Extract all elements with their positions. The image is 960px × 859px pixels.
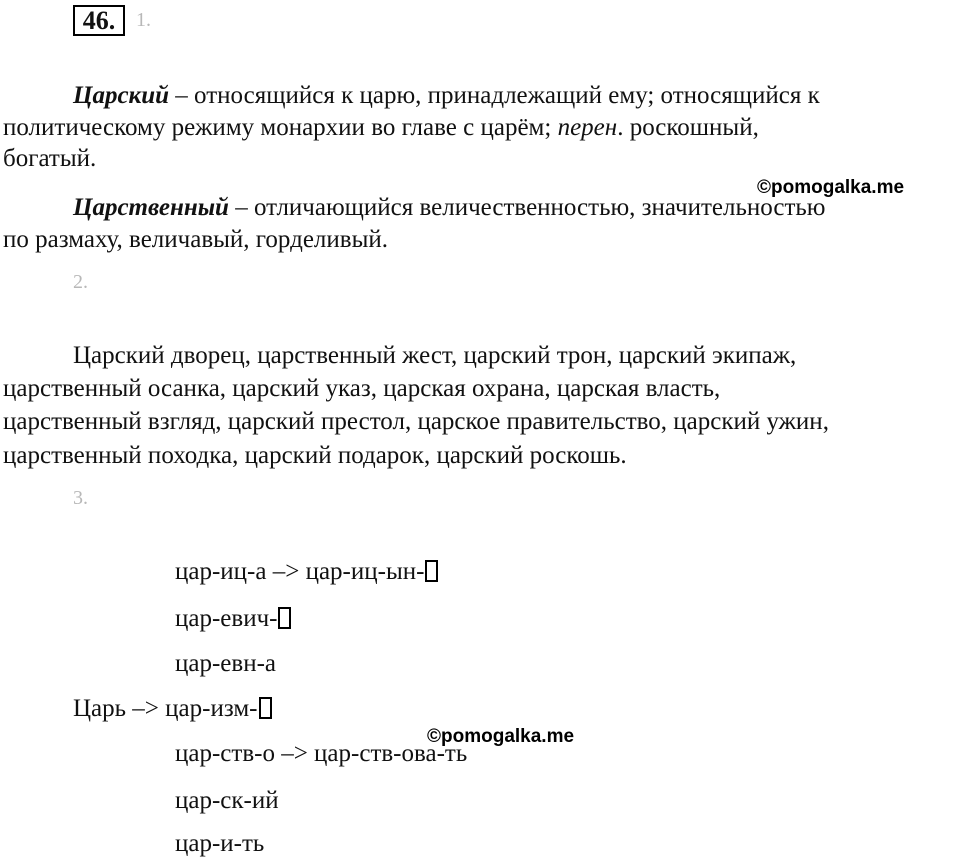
derivation-root-text: Царь –> цар-изм- [73, 695, 258, 722]
derivation-line-2 [175, 603, 291, 634]
definition-1-text-b-end: . роскошный, [617, 114, 759, 141]
derivation-text-1: цар-иц-а –> цар-иц-ын- [175, 558, 425, 585]
definition-2-line-2: по размаху, величавый, горделивый. [3, 226, 388, 253]
watermark-bottom: ©pomogalka.me [427, 726, 575, 747]
derivation-line-5: цар-ск-ий [175, 787, 279, 814]
null-ending-box [425, 560, 438, 582]
phrase-line-1: Царский дворец, царственный жест, царский трон, царский экипаж, [73, 342, 797, 369]
definition-1-text-b: политическому режиму монархии во главе с царём; [3, 114, 558, 141]
derivation-line-1 [175, 556, 438, 587]
derivation-line-4: цар-ств-о –> цар-ств-ова-ть [175, 740, 468, 767]
part-3-number: 3. [73, 487, 88, 509]
exercise-number: 46. [73, 5, 125, 36]
term-tsarskiy: Царский [73, 82, 170, 109]
part-2-number: 2. [73, 271, 88, 293]
phrase-line-3: царственный взгляд, царский престол, царское правительство, царский ужин, [3, 408, 829, 435]
definition-1-text-a: – относящийся к царю, принадлежащий ему; относящийся к [169, 82, 820, 109]
abbr-peren: перен [557, 114, 618, 141]
phrase-line-2: царственный осанка, царский указ, царская охрана, царская власть, [3, 375, 721, 402]
definition-1-line-3: богатый. [3, 145, 97, 172]
term-tsarstvenniy: Царственный [73, 194, 229, 221]
null-ending-box [278, 607, 291, 629]
derivation-line-3: цар-евн-а [175, 650, 277, 677]
definition-2-text-a: – отличающийся величественностью, значительностью [228, 194, 826, 221]
null-ending-box [259, 697, 272, 719]
definition-1-line-2 [3, 112, 759, 143]
phrase-line-4: царственный походка, царский подарок, царский роскошь. [3, 442, 627, 469]
derivation-root-line [73, 693, 272, 724]
derivation-text-2: цар-евич- [175, 605, 278, 632]
part-1-number: 1. [136, 9, 151, 31]
definition-1-line-1 [73, 80, 820, 111]
derivation-line-6: цар-и-ть [175, 830, 265, 857]
definition-2-line-1 [73, 192, 825, 223]
watermark-top: ©pomogalka.me [757, 177, 905, 198]
